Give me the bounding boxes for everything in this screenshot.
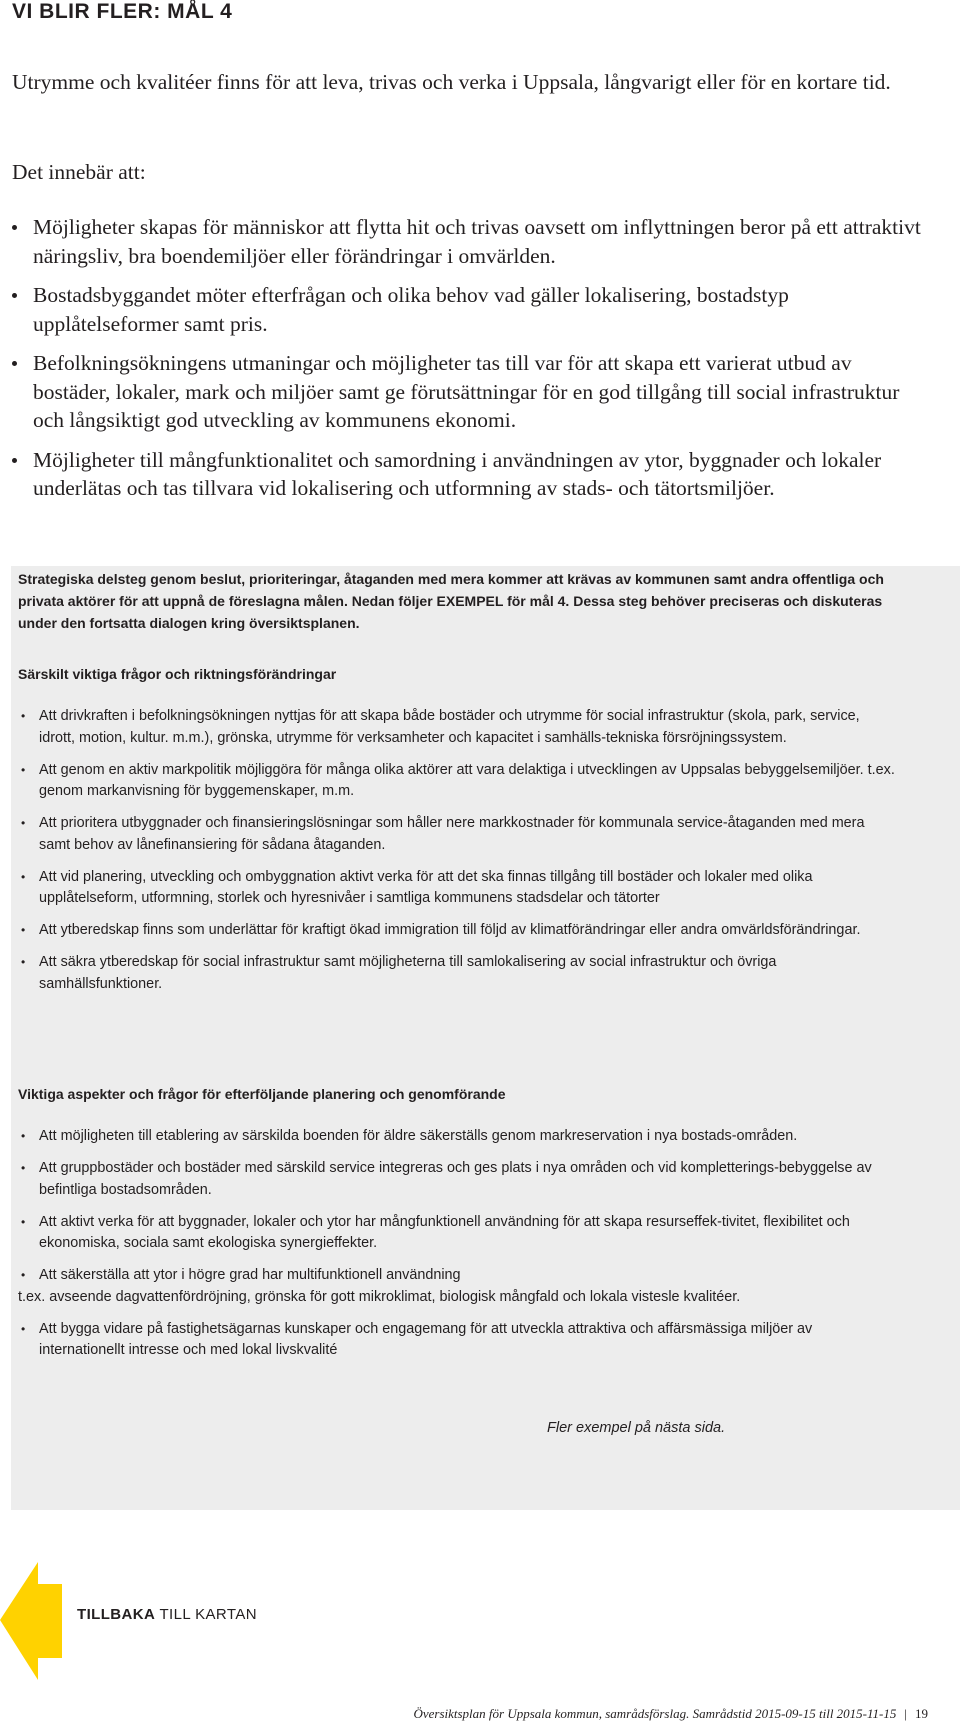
bullet-icon: •: [21, 1321, 26, 1336]
yellow-arrow-left-icon: [0, 1558, 70, 1683]
back-to-map-link[interactable]: [0, 1558, 300, 1683]
list-item: • Att ytberedskap finns som underlättar för kraftigt ökad immigration till följd av klimatförändringar eller andra omvärldsförändringar.: [18, 920, 898, 942]
bullet-icon: [12, 361, 17, 366]
goal-item: Möjligheter till mångfunktionalitet och samordning i användningen av ytor, byggnader och lokaler underlätas och tas tillvara vid lokalisering och utformning av stads- och tätortsmiljöer.: [12, 446, 922, 503]
bullet-icon: •: [21, 1214, 26, 1229]
back-link-label: TILLBAKA TILL KARTAN: [77, 1606, 257, 1623]
bullet-icon: •: [21, 1268, 26, 1282]
list-item: • Att säkra ytberedskap för social infrastruktur samt möjligheterna till samlokalisering av social infrastruktur och övriga samhällsfunktioner.: [21, 954, 777, 992]
important-list: [18, 706, 898, 1006]
goal-list: [12, 213, 922, 514]
bullet-icon: •: [21, 923, 26, 937]
goal-item: Bostadsbyggandet möter efterfrågan och olika behov vad gäller lokalisering, bostadstyp upplåtelseformer samt pris.: [12, 281, 922, 338]
footer-text: Översiktsplan för Uppsala kommun, samrådsförslag. Samrådstid 2015-09-15 till 2015-11-15: [413, 1706, 897, 1721]
section-heading-important: Särskilt viktiga frågor och riktningsförändringar: [18, 666, 337, 682]
bullet-icon: •: [21, 816, 26, 830]
list-item: • Att drivkraften i befolkningsökningen nyttjas för att skapa både bostäder och utrymme för social infrastruktur (skola, park, service, idrott, motion, kultur. m.m.), grönska, utrymme för verksamheter och kapacitet i samhälls-tekniska försröjningssystem.: [21, 708, 860, 746]
strategy-box: [11, 566, 960, 1510]
list-item: • Att prioritera utbyggnader och finansieringslösningar som håller nere markkostnader för kommunala service-åtaganden med mera samt behov av lånefinansiering för sådana åtaganden.: [21, 815, 865, 853]
page-footer: [413, 1706, 928, 1722]
list-item: • Att möjligheten till etablering av särskilda boenden för äldre säkerställs genom markreservation i nya bostads-områden.: [18, 1126, 898, 1148]
next-page-note: Fler exempel på nästa sida.: [547, 1420, 726, 1436]
aspects-list: [18, 1126, 898, 1372]
list-item: • Att genom en aktiv markpolitik möjliggöra för många olika aktörer att vara delaktiga i utvecklingen av Uppsalas bebyggelsemiljöer. t.ex. genom markanvisning för byggemenskaper, m.m.: [21, 761, 895, 799]
bullet-icon: [12, 458, 17, 463]
goal-lead: Det innebär att:: [12, 160, 146, 184]
list-item: • Att gruppbostäder och bostäder med särskild service integreras och ges plats i nya områden och vid kompletterings-bebyggelse av befintliga bostadsområden.: [21, 1160, 872, 1198]
bullet-icon: •: [21, 762, 26, 777]
bullet-icon: [12, 293, 17, 298]
bullet-icon: •: [21, 955, 26, 969]
goal-item: Befolkningsökningens utmaningar och möjligheter tas till var för att skapa ett varierat utbud av bostäder, lokaler, mark och miljöer samt ge förutsättningar för en god tillgång till social infrastruktur och långsiktigt god utveckling av kommunens ekonomi.: [12, 349, 922, 435]
section-heading-aspects: Viktiga aspekter och frågor för efterföljande planering och genomförande: [18, 1086, 506, 1102]
bullet-icon: •: [21, 709, 26, 723]
bullet-icon: •: [21, 869, 26, 884]
list-item: • Att vid planering, utveckling och ombyggnation aktivt verka för att det ska finnas tillgång till bostäder och lokaler med olika upplåtelseform, utformning, storlek och hyresnivåer i samtliga kommunens stadsdelar och tätorter: [21, 868, 813, 906]
page-title: VI BLIR FLER: MÅL 4: [12, 0, 233, 23]
goal-item: Möjligheter skapas för människor att flytta hit och trivas oavsett om inflyttningen beror på ett attraktivt näringsliv, bra boendemiljöer eller förändringar i omvärlden.: [12, 213, 922, 270]
goal-intro: Utrymme och kvalitéer finns för att leva, trivas och verka i Uppsala, långvarigt eller för en kortare tid.: [12, 70, 891, 94]
list-item: • Att aktivt verka för att byggnader, lokaler och ytor har mångfunktionell användning för att skapa resurseffek-tivitet, flexibilitet och ekonomiska, sociala samt ekologiska synergieffekter.: [21, 1213, 850, 1251]
list-item: • Att bygga vidare på fastighetsägarnas kunskaper och engagemang för att utveckla attraktiva och affärsmässiga miljöer av internationellt intresse och med lokal livskvalité: [21, 1320, 813, 1358]
bullet-icon: [12, 225, 17, 230]
list-item: • Att säkerställa att ytor i högre grad har multifunktionell användning t.ex. avseende dagvattenfördröjning, grönska för gott mikroklimat, biologisk mångfald och lokala vistesle kvalitéer.: [18, 1267, 741, 1305]
footer-divider: |: [904, 1706, 907, 1721]
bullet-icon: •: [21, 1129, 26, 1143]
bullet-icon: •: [21, 1161, 26, 1175]
strategy-intro: Strategiska delsteg genom beslut, prioriteringar, åtaganden med mera kommer att krävas av kommunen samt andra offentliga och privata aktörer för att uppnå de föreslagna målen. Nedan följer EXEMPEL för mål 4. Dessa steg behöver preciseras och diskuteras under den fortsatta dialogen kring översiktsplanen.: [18, 571, 884, 631]
page-number: 19: [915, 1706, 928, 1721]
